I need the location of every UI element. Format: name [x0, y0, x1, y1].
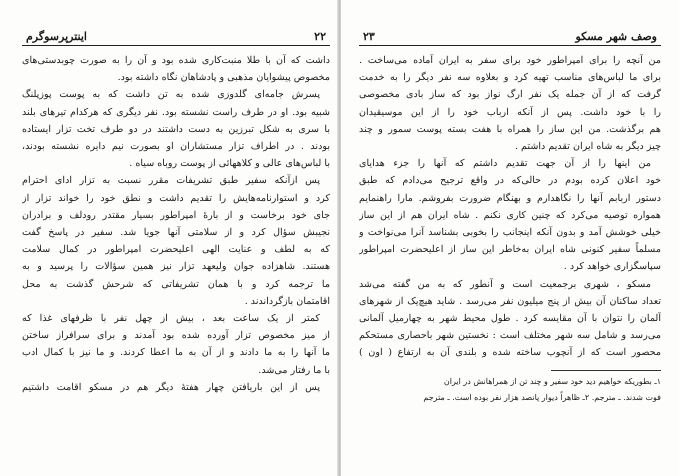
- text-line: خود اعلان کرده بودم در حالی‌که در واقع ترجیح می‌دادم که طبق: [359, 175, 661, 187]
- right-page-body: [359, 52, 661, 362]
- left-page: [0, 0, 338, 476]
- text-line: آلمان را نتوان با آن مقایسه کرد . طول محیط شهر به چهارمیل آلمانی: [359, 313, 661, 325]
- text-line: خیلی خوشش آمد و بدون آنکه اینجانب را بخوبی بشناسد آنرا می‌نواخت و: [359, 227, 661, 239]
- text-line: همواره توصیه می‌کرد که چنین کاری نکنم . شاه ایران هم از این ساز: [359, 209, 661, 221]
- text-line: کرد و استوارنامه‌هایش را تقدیم داشت و نطق خود را خواند تزار از: [22, 192, 330, 204]
- text-line: پس از این باریافتن چهار هفتهٔ دیگر هم در مسکو اقامت داشتیم: [22, 381, 320, 393]
- text-line: از میز مخصوص تزار آورده شده بود آمدند و برای سرافراز ساختن: [22, 330, 330, 342]
- footnote-divider: [551, 370, 661, 371]
- text-line: با لباس‌های عالی و کلاههائی از پوست روباه سیاه .: [129, 158, 330, 170]
- text-line: نجیبش سؤال کرد و از سلامتی آنها جویا شد. سفیر در پاسخ گفت: [22, 227, 330, 239]
- right-page-header: [359, 30, 661, 46]
- footnotes: [359, 374, 661, 406]
- text-line: که به لطف و عنایت الهی اعلیحضرت امپراطور در کمال سلامت: [22, 244, 330, 256]
- text-line: با ما رفتار می‌شد.: [258, 364, 330, 376]
- text-line: مسلماً سفیر کنونی شاه ایران به‌خاطر این ساز از اعلیحضرت امپراطور: [359, 244, 661, 256]
- text-line: چیز دیگر به شاه ایران تقدیم داشتم .: [514, 141, 661, 153]
- text-line: من اینها را از آن جهت تقدیم داشتم که آنها را جزء هدایای: [359, 158, 651, 170]
- left-page-body: [22, 52, 330, 396]
- text-line: هم برگذشت. من این ساز را همراه با هفت بسته پوست سمور و چند: [359, 123, 661, 135]
- text-line: مخصوص پیشوایان مذهبی و پادشاهان نگاه داشته بود.: [117, 72, 330, 84]
- text-line: پسرش جامه‌ای گلدوزی شده به تن داشت که به پوست پوزپلنگ: [22, 89, 320, 101]
- text-line: تعداد ساکنان آن بیش از پنج میلیون نفر می‌رسد . شاید هیچ‌یک از شهرهای: [359, 295, 661, 307]
- text-line: شبیه بود. او در طرف راست نشسته بود. نفر دیگری که هرکدام تیرهای بلند: [22, 106, 330, 118]
- text-line: داشت که آن با طلا منبت‌کاری شده بود و آن را به صورت چوبدستی‌های: [22, 55, 330, 66]
- text-line: محصور است که از آنچوب ساخته شده و بلندی آن به ارتفاع ( اون ): [359, 347, 661, 359]
- text-line: کمتر از یک ساعت بعد ، بیش از چهل نفر با ظرفهای غذا که: [22, 313, 320, 325]
- text-line: می‌رسد و شامل سه شهر مختلف است : نخستین شهر باحصاری مستحکم: [359, 330, 661, 342]
- page-number: ۲۲: [314, 30, 326, 43]
- running-title: وصف شهر مسکو: [575, 30, 657, 43]
- text-line: مسکو ، شهری برجمعیت است و آنطور که به من گفته می‌شد: [359, 278, 651, 290]
- text-line: ما آنها را به ما دادند و از آن به ما اعطا کردند. و ما نیز با کمال ادب: [22, 347, 330, 359]
- text-line: گرفت که از آن جمله یک نفر ارگ نواز بود که ساز بادی مخصوصی: [359, 89, 661, 101]
- footnote: ۱ـ بطوریکه خواهیم دید خود سفیر و چند تن از همراهانش در ایران: [443, 376, 661, 386]
- text-line: من آنچه را برای امپراطور خود برای سفر به ایران آماده می‌ساخت .: [359, 55, 661, 66]
- right-page: [341, 0, 679, 476]
- page-number: ۲۳: [363, 30, 375, 43]
- text-line: پس ازآنکه سفیر طبق تشریفات مقرر نسبت به تزار ادای احترام: [22, 175, 320, 187]
- running-title: اینترپرسوگرم: [26, 30, 87, 43]
- text-line: جای خود برخاست و از بارهٔ امپراطور بسیار مقتدر رودلف و برادران: [22, 209, 330, 221]
- text-line: اقامتمان بازگرداندند .: [244, 295, 330, 307]
- text-line: هستند. شاهزاده جوان ولیعهد تزار نیز همین سؤالات را پرسید و به: [22, 261, 330, 273]
- text-line: دستور اربابم آنها را نگاهدارم و بهنگام ضرورت بفروشم. مارا راهنمایم: [359, 192, 661, 204]
- text-line: سپاسگزاری خواهد کرد .: [563, 261, 661, 273]
- text-line: برای ما لباس‌های مناسب تهیه کرد و بعلاوه سه نفر دیگر را به خدمت: [359, 72, 661, 84]
- text-line: با سری به شکل تبرزین به دست داشتند در دو طرف تخت تزار ایستاده: [22, 123, 330, 135]
- text-line: بودند . در اطراف تزار مستشاران او بصورت نیم دایره نشسته بودند،: [22, 141, 330, 153]
- text-line: ما ترجمه کرد و با همان تشریفاتی که شرحش گذشت به محل: [22, 278, 330, 290]
- left-page-header: [22, 30, 330, 46]
- text-line: را با خود داشت. پس از آنکه ارباب خود را از این موسیقیدان: [359, 106, 661, 118]
- footnote: فوت شدند. ـ مترجم. ۲ـ ظاهراً دیوار پانصد هزار نفر بوده است. ـ مترجم: [423, 392, 661, 402]
